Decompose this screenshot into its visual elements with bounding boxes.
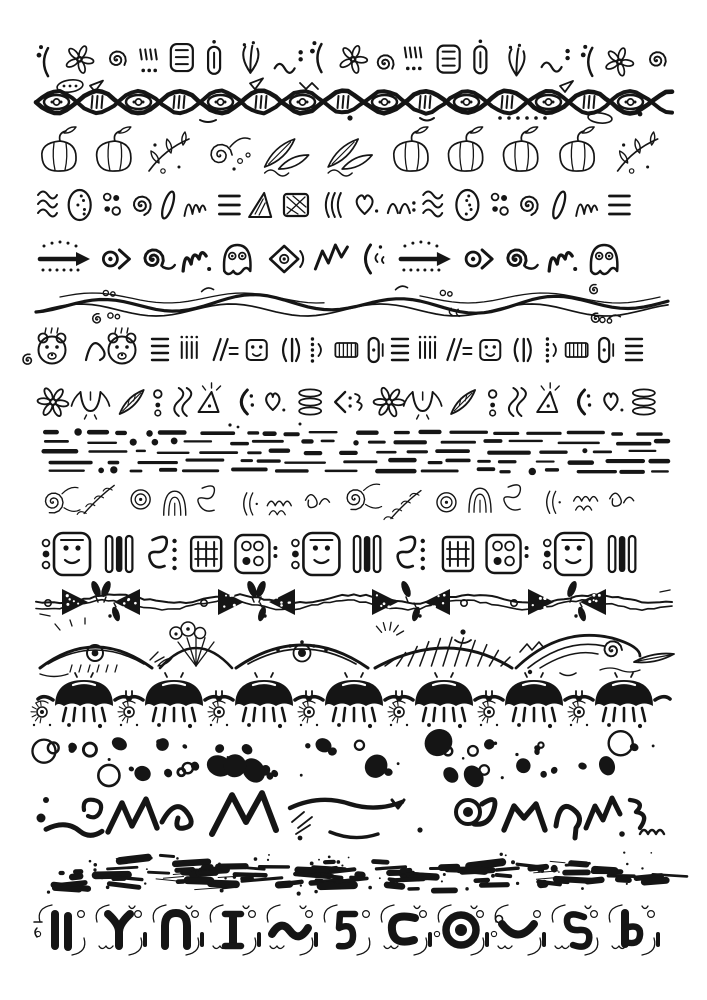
border-row-hill-landscape (40, 618, 674, 677)
border-row-ornamental-doodles (37, 40, 666, 77)
border-row-symbol-glyphs (38, 190, 629, 220)
border-row-faces-and-glyphs (23, 328, 642, 364)
border-row-dash-lines (44, 423, 668, 476)
border-row-vine-triangles (36, 580, 672, 622)
border-row-fine-swirls (46, 484, 634, 519)
border-row-grunge-smears (47, 851, 689, 895)
border-row-bold-letterforms (34, 905, 658, 955)
border-row-tribal-brush (40, 241, 617, 275)
border-row-wave-flourish (36, 285, 668, 324)
border-row-bold-scribbles (37, 793, 665, 840)
border-row-leafy-organic (42, 127, 658, 176)
border-row-braided-wave-eyes (36, 78, 672, 124)
border-row-bug-scallops (31, 673, 670, 728)
border-row-mayan-blocks (43, 533, 636, 575)
border-row-botanical-symbols (37, 383, 655, 419)
border-row-pebble-dots (32, 723, 654, 790)
